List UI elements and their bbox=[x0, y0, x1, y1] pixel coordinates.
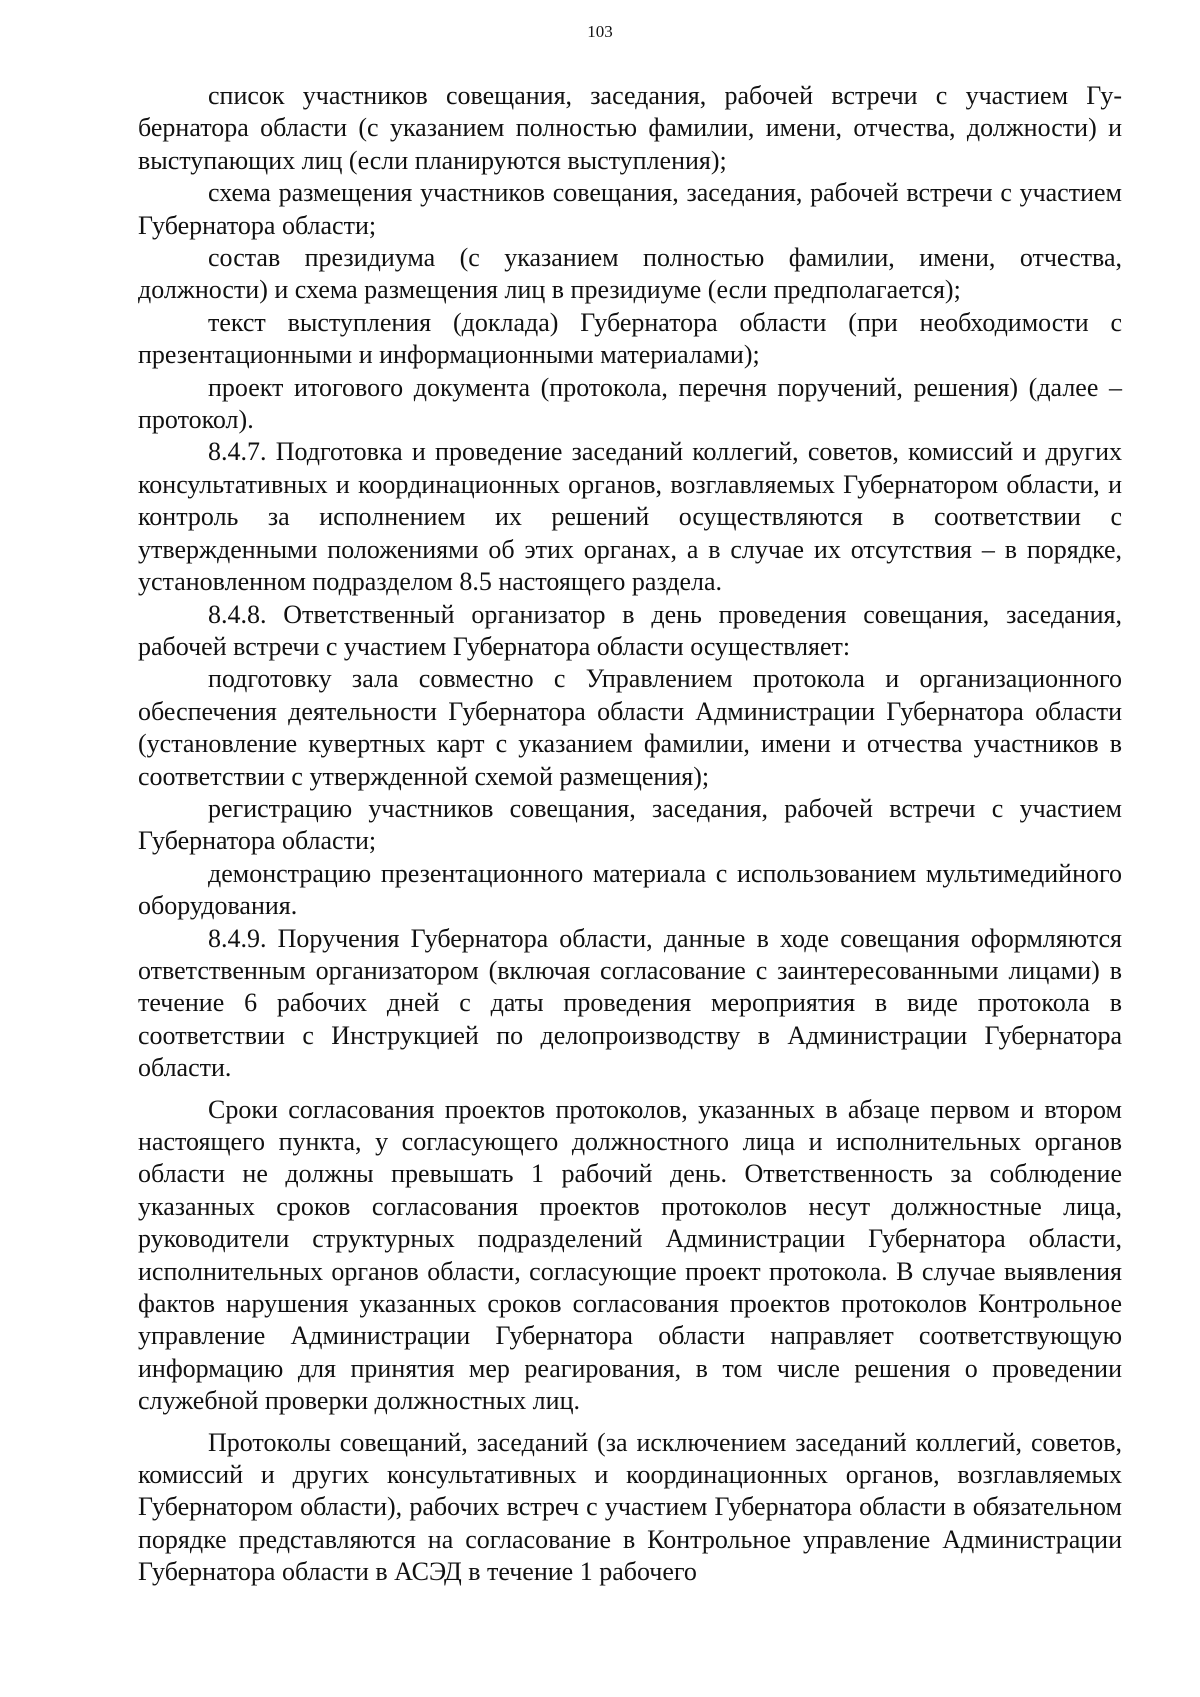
paragraph-presidium: состав президиума (с указанием полностью фамилии, имени, отчества, должности) и схема размещения лиц в президиуме (если предполагается); bbox=[138, 243, 1122, 305]
paragraph-seating-scheme: схема размещения участников совещания, заседания, рабочей встречи с участием Губернатора области; bbox=[138, 178, 1122, 240]
paragraph-participants-list: список участников совещания, заседания, рабочей встречи с участием Губернатора области (с указанием полностью фамилии, имени, отчества, должности) и выступающих лиц (если планируются выступления); bbox=[138, 81, 1122, 175]
page-number: 103 bbox=[587, 22, 613, 41]
paragraph-hall-preparation: подготовку зала совместно с Управлением протокола и организационного обеспечения деятельности Губернатора области Администрации Губернатора области (установление кувертных карт с указанием фамилии, имени и отчества участников в соответствии с утвержденной схемой размещения); bbox=[138, 664, 1122, 791]
document-body bbox=[138, 80, 1122, 1589]
paragraph-minutes-submission: Протоколы совещаний, заседаний (за исключением заседаний коллегий, советов, комиссий и других консультативных и координационных органов, возглавляемых Губернатором области), рабочих встреч с участием Губернатора области в обязательном порядке представляются на согласование в Контрольное управление Администрации Губернатора области в АСЭД в течение 1 рабочего bbox=[138, 1427, 1122, 1587]
paragraph-8-4-8: 8.4.8. Ответственный организатор в день проведения совещания, заседания, рабочей встречи с участием Губернатора области осуществляет: bbox=[138, 599, 1122, 661]
paragraph-presentation: демонстрацию презентационного материала с использованием мультимедийного оборудования. bbox=[138, 858, 1122, 921]
paragraph-8-4-7: 8.4.7. Подготовка и проведение заседаний коллегий, советов, комиссий и других консультативных и координационных органов, возглавляемых Губернатором области, и контроль за исполнением их решений осуществляются в соответствии с утвержденными положениями об этих органах, а в случае их отсутствия – в порядке, установленном подразделом 8.5 настоящего раздела. bbox=[138, 437, 1122, 597]
paragraph-approval-deadlines: Сроки согласования проектов протоколов, указанных в абзаце первом и втором настоящего пункта, у согласующего должностного лица и исполнительных органов области не должны превышать 1 рабочий день. Ответственность за соблюдение указанных сроков согласования проектов протоколов несут должностные лица, руководители структурных подразделений Администрации Губернатора области, исполнительных органов области, согласующие проект протокола. В случае выявления фактов нарушения указанных сроков согласования проектов протоколов Контрольное управление Администрации Губернатора области направляет соответствующую информацию для принятия мер реагирования, в том числе решения о проведении служебной проверки должностных лиц. bbox=[138, 1094, 1122, 1416]
paragraph-registration: регистрацию участников совещания, заседания, рабочей встречи с участием Губернатора области; bbox=[138, 793, 1122, 856]
paragraph-8-4-9: 8.4.9. Поручения Губернатора области, данные в ходе совещания оформляются ответственным организатором (включая согласование с заинтересованными лицами) в течение 6 рабочих дней с даты проведения мероприятия в виде протокола в соответствии с Инструкцией по делопроизводству в Администрации Губернатора области. bbox=[138, 923, 1122, 1083]
paragraph-speech-text: текст выступления (доклада) Губернатора области (при необходимости с презентационными и информационными материалами); bbox=[138, 307, 1122, 370]
paragraph-final-document: проект итогового документа (протокола, перечня поручений, решения) (далее – протокол). bbox=[138, 372, 1122, 435]
